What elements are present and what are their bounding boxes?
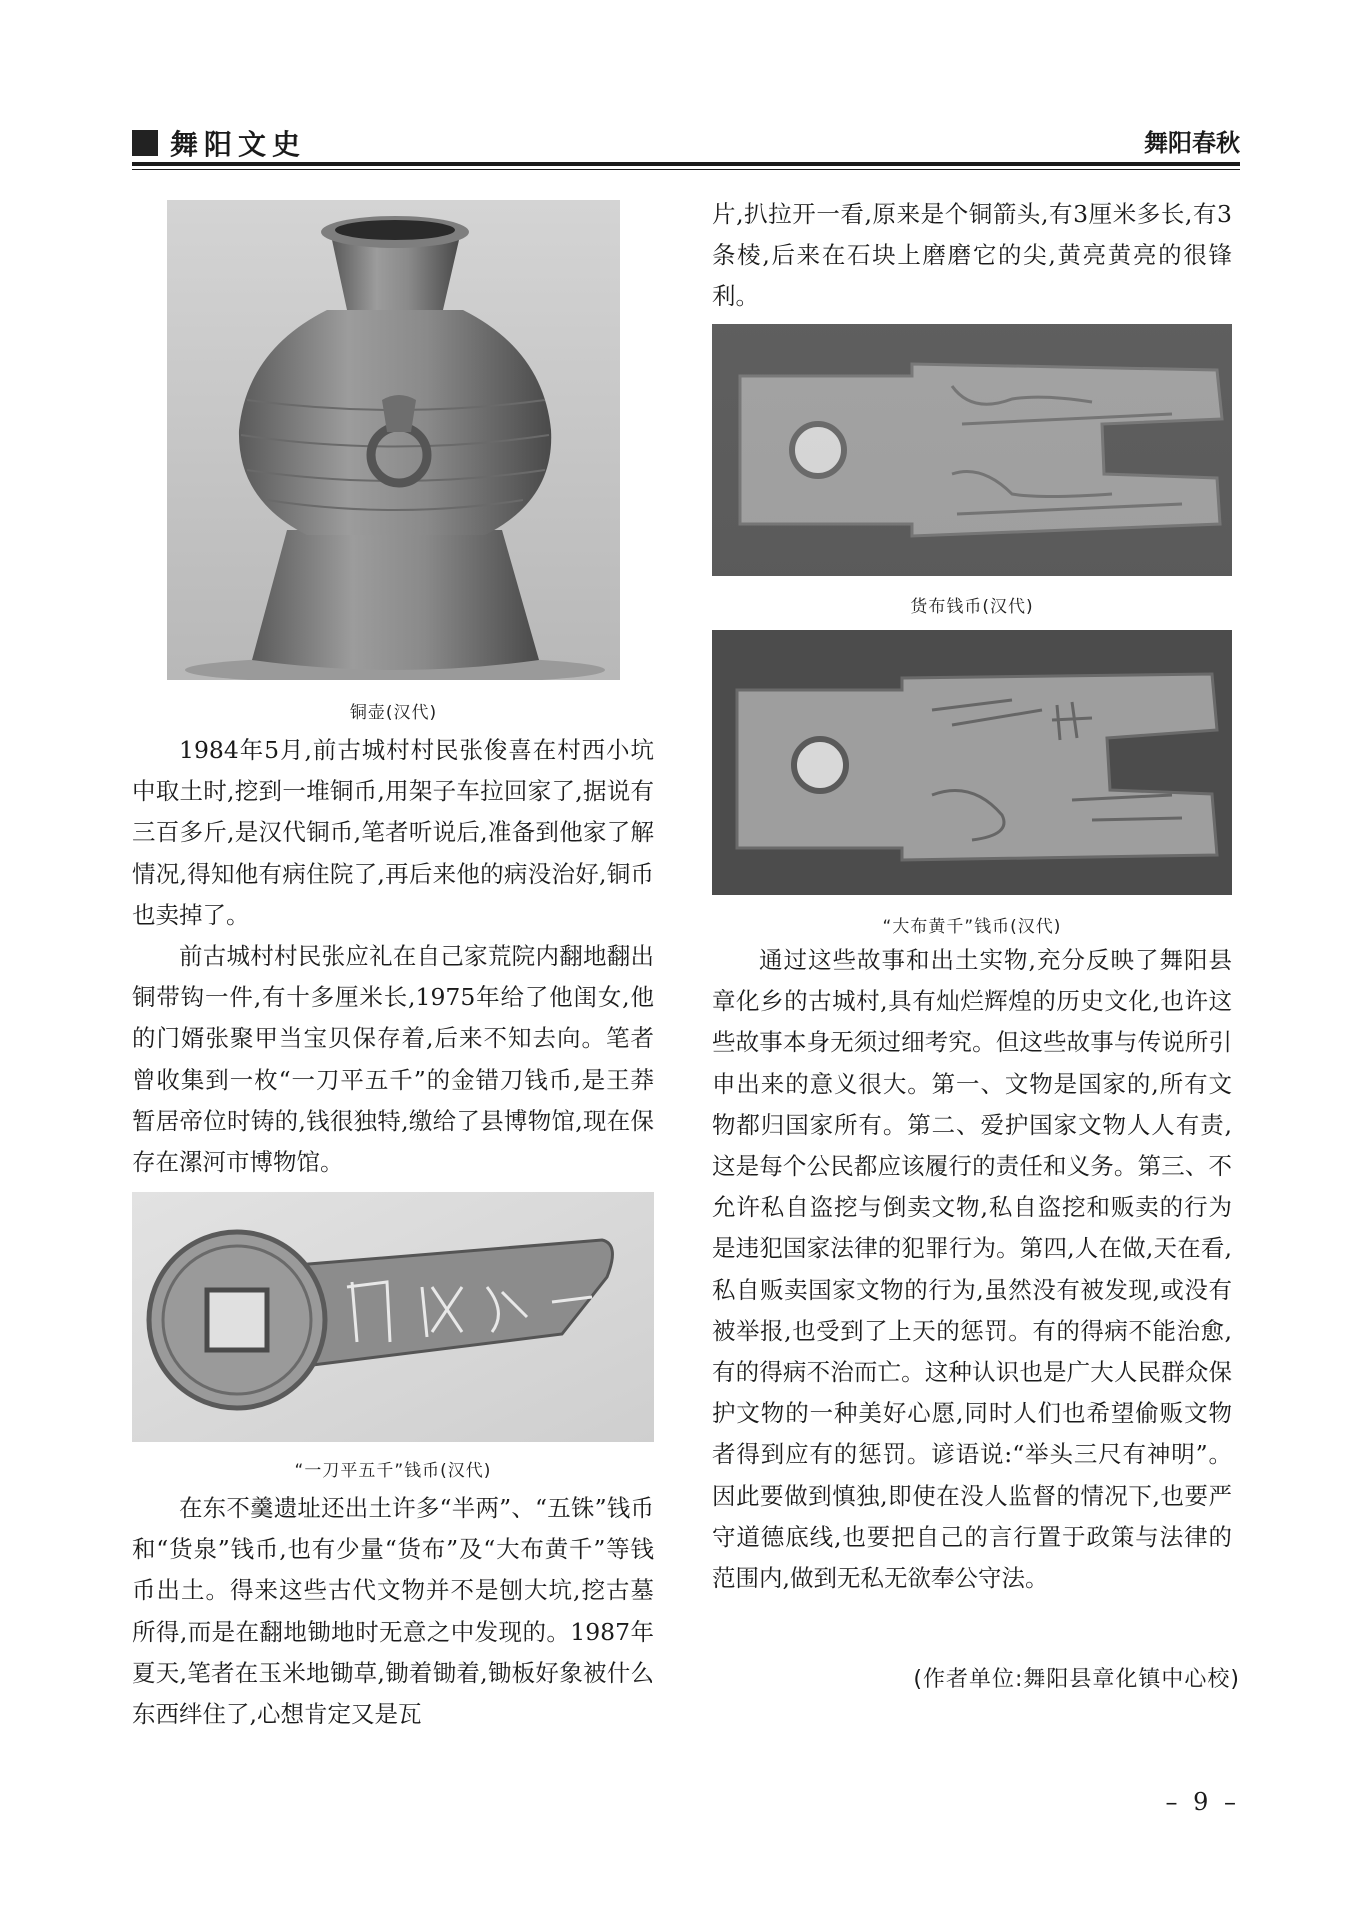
paragraph-continuation: 片,扒拉开一看,原来是个铜箭头,有3厘米多长,有3条棱,后来在石块上磨磨它的尖,黄亮黄亮的很锋利。 [712, 200, 1232, 311]
huobu-coin-photo [712, 324, 1232, 576]
huobu-coin-image [712, 324, 1232, 576]
bronze-pot-photo [167, 200, 620, 680]
paragraph: 在东不羹遗址还出土许多“半两”、“五铢”钱币和“货泉”钱币,也有少量“货布”及“大布黄千”等钱币出土。得来这些古代文物并不是刨大坑,挖古墓所得,而是在翻地锄地时无意之中发现的。1987年夏天,笔者在玉米地锄草,锄着锄着,锄板好象被什么东西绊住了,心想肯定又是瓦 [132, 1494, 654, 1729]
page-number: – 9 – [1165, 1788, 1240, 1816]
left-column-text-b [132, 1488, 654, 1735]
author-note: (作者单位:舞阳县章化镇中心校) [913, 1667, 1240, 1692]
dabu-coin-image [712, 630, 1232, 895]
bronze-pot-caption: 铜壶(汉代) [349, 703, 438, 723]
paragraph: 前古城村村民张应礼在自己家荒院内翻地翻出铜带钩一件,有十多厘米长,1975年给了他闺女,他的门婿张聚甲当宝贝保存着,后来不知去向。笔者曾收集到一枚“一刀平五千”的金错刀钱币,是王莽暂居帝位时铸的,钱很独特,缴给了县博物馆,现在保存在漯河市博物馆。 [132, 942, 654, 1177]
header-square-icon [132, 130, 158, 156]
knife-coin-image [132, 1192, 654, 1442]
dabu-coin-caption: “大布黄千”钱币(汉代) [882, 917, 1062, 937]
header-rule [132, 162, 1240, 166]
left-column-text-a [132, 730, 654, 1183]
paragraph: 通过这些故事和出土实物,充分反映了舞阳县章化乡的古城村,具有灿烂辉煌的历史文化,也许这些故事本身无须过细考究。但这些故事与传说所引申出来的意义很大。第一、文物是国家的,所有文物都归国家所有。第二、爱护国家文物人人有责,这是每个公民都应该履行的责任和义务。第三、不允许私自盗挖与倒卖文物,私自盗挖和贩卖的行为是违犯国家法律的犯罪行为。第四,人在做,天在看,私自贩卖国家文物的行为,虽然没有被发现,或没有被举报,也受到了上天的惩罚。有的得病不能治愈,有的得病不治而亡。这种认识也是广大人民群众保护文物的一种美好心愿,同时人们也希望偷贩文物者得到应有的惩罚。谚语说:“举头三尺有神明”。因此要做到慎独,即使在没人监督的情况下,也要严守道德底线,也要把自己的言行置于政策与法律的范围内,做到无私无欲奉公守法。 [712, 946, 1232, 1593]
header-left-title: 舞阳文史 [170, 128, 307, 161]
knife-coin-photo [132, 1192, 654, 1442]
paragraph: 1984年5月,前古城村村民张俊喜在村西小坑中取土时,挖到一堆铜币,用架子车拉回家了,据说有三百多斤,是汉代铜币,笔者听说后,准备到他家了解情况,得知他有病住院了,再后来他的病没治好,铜币也卖掉了。 [132, 736, 654, 929]
header-rule-thin [132, 169, 1240, 170]
header-left [132, 126, 306, 160]
bronze-pot-image [167, 200, 620, 680]
right-column-continuation [712, 194, 1232, 318]
right-column-text [712, 940, 1232, 1599]
knife-coin-caption: “一刀平五千”钱币(汉代) [294, 1461, 492, 1481]
dabu-coin-photo [712, 630, 1232, 895]
huobu-coin-caption: 货布钱币(汉代) [910, 597, 1034, 617]
header-right-title: 舞阳春秋 [1144, 129, 1240, 157]
